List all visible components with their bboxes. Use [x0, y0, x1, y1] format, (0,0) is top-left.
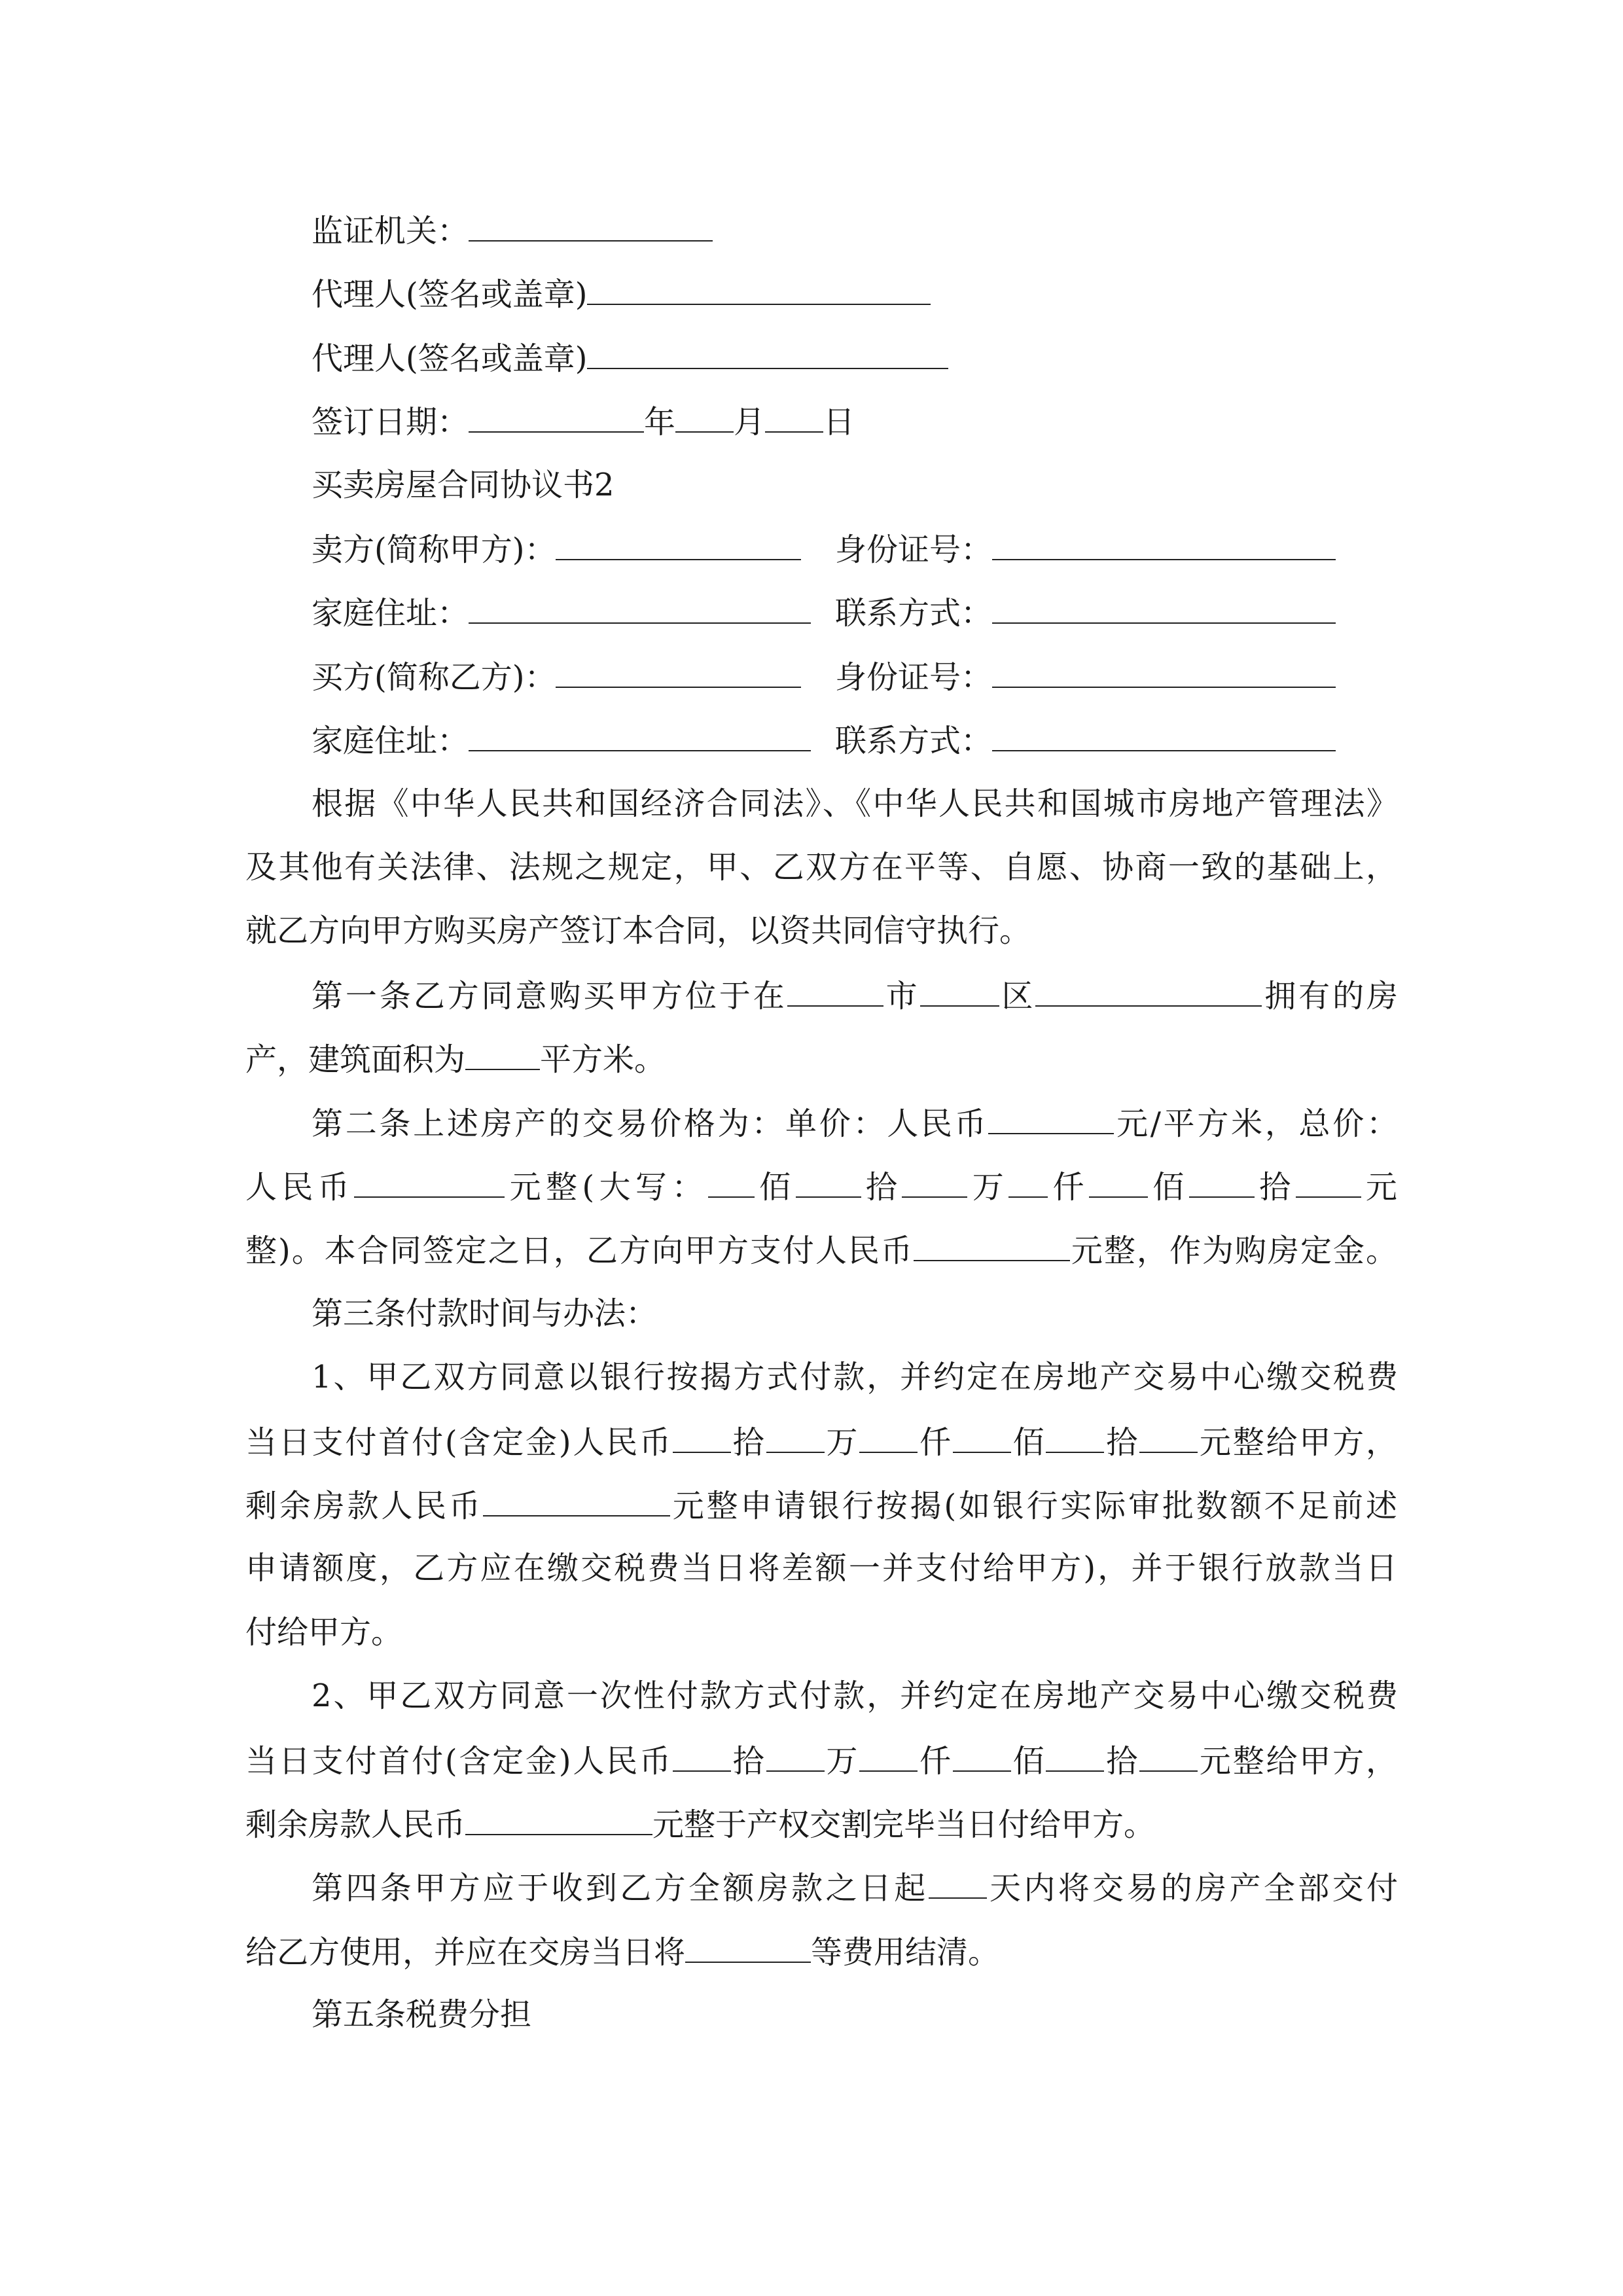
blank-field — [354, 1166, 505, 1198]
text: 万 — [967, 1169, 1009, 1206]
blank-field — [992, 720, 1336, 751]
text: 万 — [824, 1743, 860, 1780]
text: 第四条甲方应于收到乙方全额房款之日起 — [312, 1870, 929, 1907]
blank-field — [920, 975, 999, 1007]
blank-field — [953, 1740, 1011, 1772]
text: 元整(大写： — [505, 1169, 708, 1206]
text: 万 — [824, 1424, 860, 1461]
article-5-heading: 第五条税费分担 — [312, 1996, 532, 2033]
blank-field — [1139, 1422, 1198, 1453]
text: 拾 — [1104, 1424, 1140, 1461]
text: 元/平方米，总价： — [1114, 1105, 1398, 1142]
text: 拥有的房 — [1262, 978, 1398, 1014]
label: 月 — [734, 404, 766, 440]
blank-field — [1035, 975, 1262, 1007]
text: 整)。本合同签定之日，乙方向甲方支付人民币 — [245, 1232, 914, 1269]
article-1-line — [312, 975, 1398, 1016]
blank-field — [766, 1422, 825, 1453]
seller-contact-line — [835, 592, 1336, 633]
text: 天内将交易的房产全部交付 — [986, 1870, 1398, 1907]
blank-field — [992, 529, 1336, 560]
article-3-heading: 第三条付款时间与办法： — [312, 1295, 658, 1332]
blank-field — [914, 1230, 1070, 1261]
seller-id-line — [835, 529, 1336, 569]
article-2-line — [245, 1166, 1397, 1207]
text: 佰 — [1010, 1743, 1046, 1780]
text: 第一条乙方同意购买甲方位于在 — [312, 978, 787, 1014]
blank-field — [1139, 1740, 1198, 1772]
text: 仟 — [918, 1424, 953, 1461]
blank-field — [556, 529, 801, 560]
text: 元整，作为购房定金。 — [1069, 1232, 1397, 1269]
blank-field — [673, 1740, 731, 1772]
blank-field — [787, 975, 883, 1007]
blank-field — [1189, 1166, 1255, 1198]
article-3-line — [245, 1422, 1397, 1462]
article-3-line: 1、甲乙双方同意以银行按揭方式付款，并约定在房地产交易中心缴交税费 — [312, 1359, 1398, 1395]
text: 仟 — [918, 1743, 953, 1780]
article-3-line: 付给甲方。 — [245, 1614, 403, 1651]
agent-signature-line — [312, 338, 948, 378]
paragraph-line: 根据《中华人民共和国经济合同法》、《中华人民共和国城市房地产管理法》 — [312, 785, 1398, 822]
label: 监证机关： — [312, 213, 469, 249]
label: 日 — [823, 404, 855, 440]
label: 签订日期： — [312, 404, 469, 440]
blank-field — [469, 210, 713, 242]
blank-field — [469, 592, 811, 624]
label: 身份证号： — [835, 659, 993, 696]
label: 代理人(签名或盖章) — [312, 340, 588, 377]
blank-field — [766, 1740, 825, 1772]
text: 佰 — [1010, 1424, 1046, 1461]
buyer-address-line — [312, 720, 811, 761]
label: 卖方(简称甲方)： — [312, 531, 556, 568]
blank-field — [765, 401, 823, 433]
text: 市 — [883, 978, 920, 1014]
label: 家庭住址： — [312, 595, 469, 632]
label: 买方(简称乙方)： — [312, 659, 556, 696]
text: 产，建筑面积为 — [245, 1041, 466, 1078]
text: 拾 — [861, 1169, 902, 1206]
supervisor-line — [312, 210, 713, 251]
blank-field — [859, 1740, 918, 1772]
blank-field — [587, 338, 948, 369]
text: 当日支付首付(含定金)人民币 — [245, 1424, 673, 1461]
blank-field — [1008, 1166, 1048, 1198]
paragraph-line: 及其他有关法律、法规之规定，甲、乙双方在平等、自愿、协商一致的基础上， — [245, 849, 1397, 886]
blank-field — [587, 274, 931, 305]
label: 年 — [644, 404, 676, 440]
blank-field — [556, 656, 801, 688]
blank-field — [929, 1867, 987, 1899]
text: 仟 — [1048, 1169, 1089, 1206]
text: 等费用结清。 — [811, 1934, 1000, 1971]
blank-field — [469, 401, 644, 433]
blank-field — [1046, 1422, 1104, 1453]
article-3-line — [245, 1485, 1397, 1526]
blank-field — [673, 1422, 731, 1453]
text: 给乙方使用，并应在交房当日将 — [245, 1934, 686, 1971]
text: 区 — [999, 978, 1036, 1014]
label: 代理人(签名或盖章) — [312, 276, 588, 313]
text: 当日支付首付(含定金)人民币 — [245, 1743, 673, 1780]
label: 身份证号： — [835, 531, 993, 568]
text: 元整于产权交割完毕当日付给甲方。 — [652, 1806, 1156, 1843]
blank-field — [988, 1103, 1114, 1134]
text: 元整给甲方， — [1198, 1743, 1397, 1780]
blank-field — [483, 1485, 670, 1516]
text: 剩余房款人民币 — [245, 1806, 466, 1843]
agent-signature-line — [312, 274, 931, 314]
article-2-line — [245, 1230, 1397, 1270]
blank-field — [992, 656, 1336, 688]
article-3-line: 2、甲乙双方同意一次性付款方式付款，并约定在房地产交易中心缴交税费 — [312, 1677, 1398, 1714]
blank-field — [469, 720, 811, 751]
blank-field — [796, 1166, 861, 1198]
label: 家庭住址： — [312, 723, 469, 759]
text: 元 — [1361, 1169, 1397, 1206]
article-2-line — [312, 1103, 1398, 1143]
article-4-line — [245, 1931, 999, 1972]
blank-field — [685, 1931, 811, 1963]
label: 联系方式： — [835, 595, 993, 632]
text: 剩余房款人民币 — [245, 1488, 483, 1524]
blank-field — [708, 1166, 755, 1198]
buyer-id-line — [835, 656, 1336, 697]
text: 拾 — [1104, 1743, 1140, 1780]
text: 元整给甲方， — [1198, 1424, 1397, 1461]
blank-field — [1296, 1166, 1361, 1198]
text: 拾 — [730, 1743, 766, 1780]
text: 第二条上述房产的交易价格为：单价：人民币 — [312, 1105, 989, 1142]
article-3-line: 申请额度，乙方应在缴交税费当日将差额一并支付给甲方)，并于银行放款当日 — [245, 1550, 1397, 1587]
text: 平方米。 — [540, 1041, 666, 1078]
seller-line — [312, 529, 801, 569]
paragraph-line: 就乙方向甲方购买房产签订本合同，以资共同信守执行。 — [245, 912, 1031, 949]
article-1-line — [245, 1039, 666, 1079]
blank-field — [992, 592, 1336, 624]
buyer-line — [312, 656, 801, 697]
blank-field — [675, 401, 734, 433]
article-3-line — [245, 1804, 1155, 1844]
text: 拾 — [1254, 1169, 1296, 1206]
blank-field — [902, 1166, 967, 1198]
blank-field — [859, 1422, 918, 1453]
buyer-contact-line — [835, 720, 1336, 761]
text: 人民币 — [245, 1169, 355, 1206]
blank-field — [465, 1804, 652, 1835]
text: 佰 — [1147, 1169, 1189, 1206]
label: 联系方式： — [835, 723, 993, 759]
seller-address-line — [312, 592, 811, 633]
text: 佰 — [754, 1169, 796, 1206]
blank-field — [953, 1422, 1011, 1453]
blank-field — [1046, 1740, 1104, 1772]
article-3-line — [245, 1740, 1397, 1781]
signing-date-line — [312, 401, 855, 442]
blank-field — [1089, 1166, 1148, 1198]
section-title: 买卖房屋合同协议书2 — [312, 467, 615, 503]
article-4-line — [312, 1867, 1398, 1908]
text: 拾 — [730, 1424, 766, 1461]
blank-field — [465, 1039, 540, 1070]
text: 元整申请银行按揭(如银行实际审批数额不足前述 — [669, 1488, 1397, 1524]
